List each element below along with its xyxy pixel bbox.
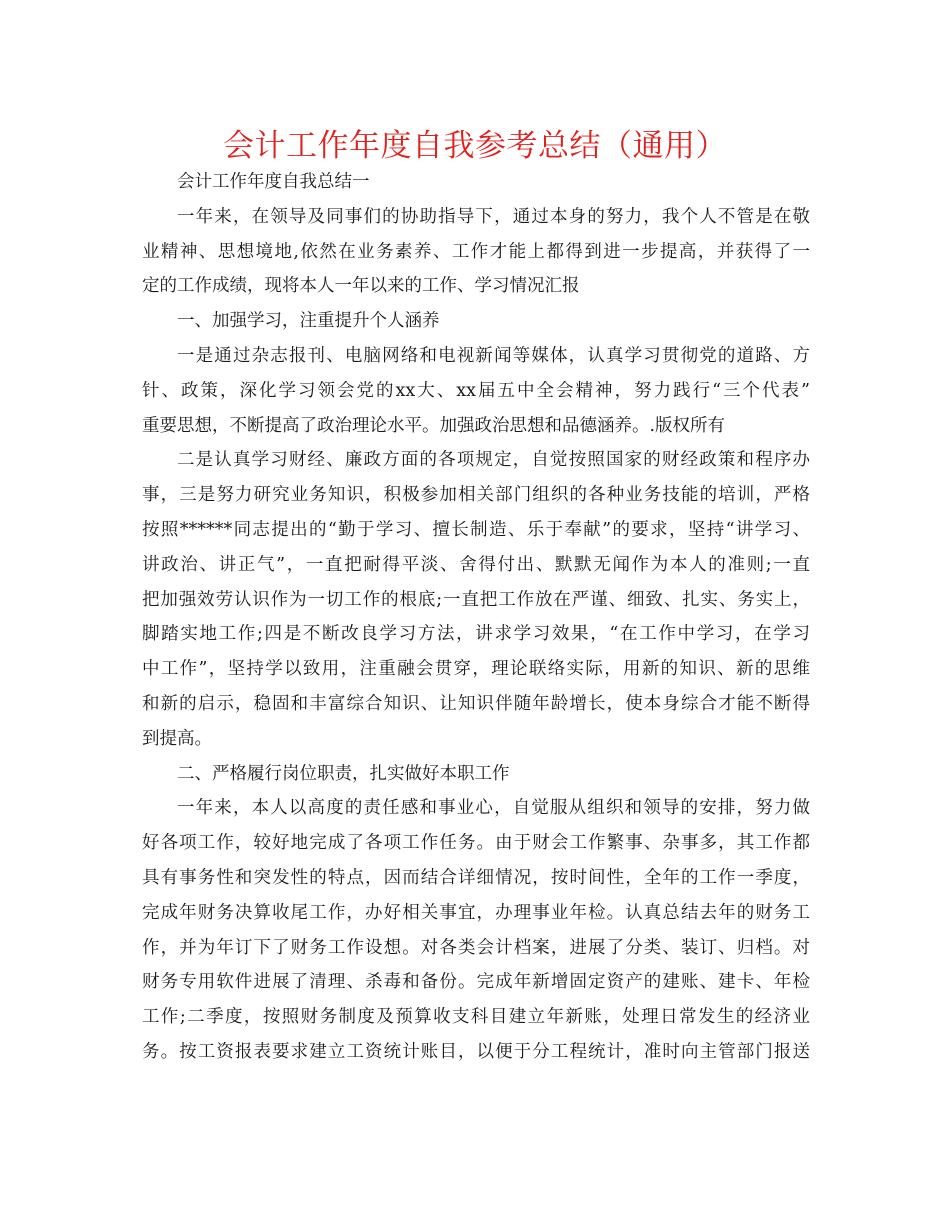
text-line: 一年来，本人以高度的责任感和事业心，自觉服从组织和领导的安排，努力做: [177, 798, 810, 819]
text-line: 二是认真学习财经、廉政方面的各项规定，自觉按照国家的财经政策和程序办: [177, 450, 810, 471]
text-line: 把加强效劳认识作为一切工作的根底;一直把工作放在严谨、细致、扎实、务实上，: [142, 589, 810, 610]
text-line: 讲政治、讲正气”，一直把耐得平淡、舍得付出、默默无闻作为本人的准则;一直: [142, 554, 810, 575]
text-line: 脚踏实地工作;四是不断改良学习方法，讲求学习效果，“在工作中学习，在学习: [142, 624, 810, 645]
text-line: 和新的启示，稳固和丰富综合知识、让知识伴随年龄增长，使本身综合才能不断得: [142, 693, 810, 714]
text-line: 到提高。: [142, 728, 212, 749]
document-title: 会计工作年度自我参考总结（通用）: [223, 128, 727, 164]
text-line: 一、加强学习，注重提升个人涵养: [177, 311, 440, 332]
text-line: 完成年财务决算收尾工作，办好相关事宜，办理事业年检。认真总结去年的财务工: [142, 902, 810, 923]
text-line: 按照******同志提出的“勤于学习、擅长制造、乐于奉献”的要求，坚持“讲学习、: [142, 519, 810, 540]
text-line: 务。按工资报表要求建立工资统计账目，以便于分工程统计，准时向主管部门报送: [142, 1041, 810, 1062]
text-line: 二、严格履行岗位职责，扎实做好本职工作: [177, 763, 510, 784]
text-line: 一年来，在领导及同事们的协助指导下，通过本身的努力，我个人不管是在敬: [177, 206, 810, 227]
text-line: 好各项工作，较好地完成了各项工作任务。由于财会工作繁事、杂事多，其工作都: [142, 833, 810, 854]
text-line: 定的工作成绩，现将本人一年以来的工作、学习情况汇报: [142, 276, 580, 297]
text-line: 针、政策，深化学习领会党的xx大、xx届五中全会精神，努力践行“三个代表”: [142, 380, 810, 401]
text-line: 财务专用软件进展了清理、杀毒和备份。完成年新增固定资产的建账、建卡、年检: [142, 972, 810, 993]
document-body: [142, 165, 810, 1070]
text-line: 中工作”，坚持学以致用，注重融会贯穿，理论联络实际，用新的知识、新的思维: [142, 659, 810, 680]
text-line: 作，并为年订下了财务工作设想。对各类会计档案，进展了分类、装订、归档。对: [142, 937, 810, 958]
text-line: 具有事务性和突发性的特点，因而结合详细情况，按时间性，全年的工作一季度，: [142, 867, 810, 888]
text-line: 会计工作年度自我总结一: [177, 172, 370, 192]
text-line: 事，三是努力研究业务知识，积极参加相关部门组织的各种业务技能的培训，严格: [142, 485, 810, 506]
text-line: 业精神、思想境地,依然在业务素养、工作才能上都得到进一步提高，并获得了一: [142, 241, 810, 262]
text-line: 重要思想，不断提高了政治理论水平。加强政治思想和品德涵养。.版权所有: [142, 415, 726, 436]
text-line: 工作;二季度，按照财务制度及预算收支科目建立年新账，处理日常发生的经济业: [142, 1007, 810, 1028]
text-line: 一是通过杂志报刊、电脑网络和电视新闻等媒体，认真学习贯彻党的道路、方: [177, 345, 810, 366]
